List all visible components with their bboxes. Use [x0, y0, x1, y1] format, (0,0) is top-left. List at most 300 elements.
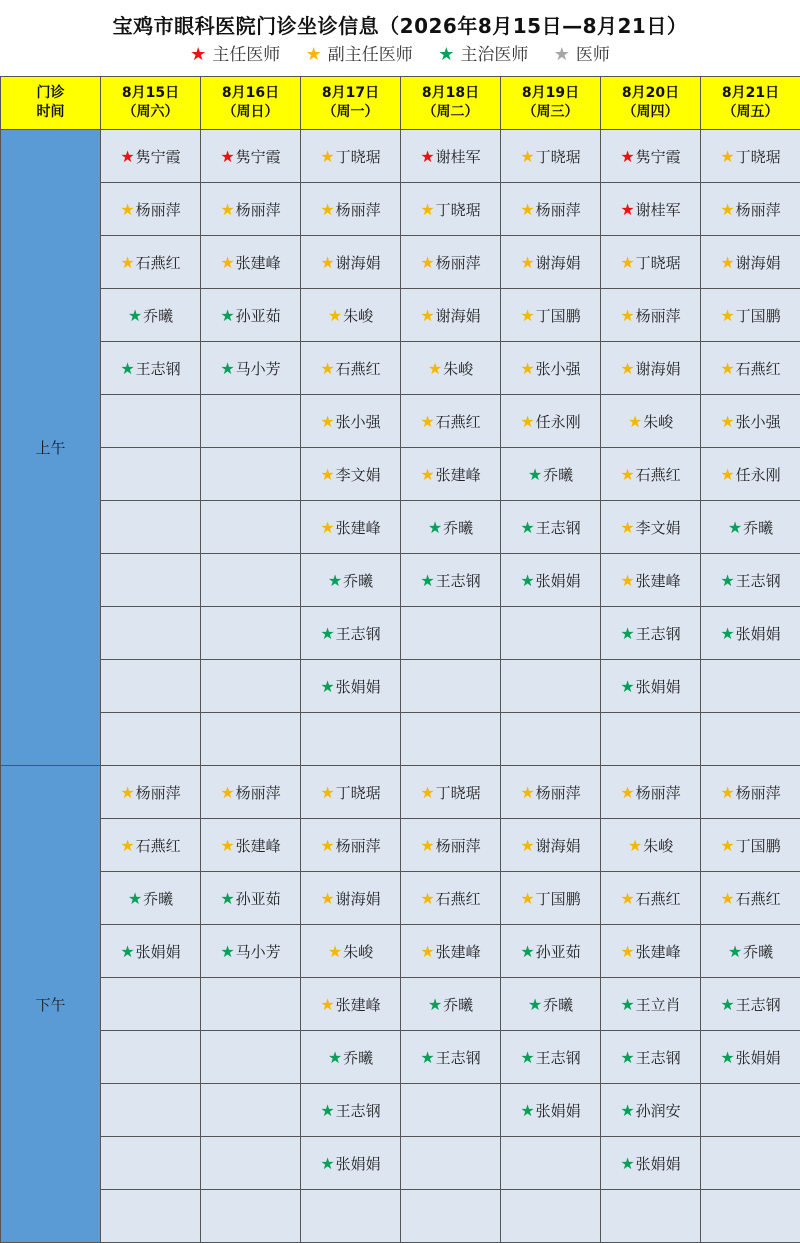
doctor-name: 张娟娟	[536, 1102, 581, 1120]
doctor-name: 张娟娟	[736, 1049, 781, 1067]
green-star-icon: ★	[120, 942, 134, 961]
schedule-cell	[101, 872, 201, 925]
doctor-name: 乔曦	[743, 943, 773, 961]
doctor-name: 石燕红	[136, 837, 181, 855]
doctor-name: 乔曦	[543, 466, 573, 484]
schedule-cell	[601, 289, 701, 342]
schedule-cell	[101, 130, 201, 183]
doctor-name: 王立肖	[636, 996, 681, 1014]
gold-star-icon: ★	[520, 412, 534, 431]
gold-star-icon: ★	[720, 889, 734, 908]
doctor-name: 孙亚茹	[536, 943, 581, 961]
schedule-cell	[401, 395, 501, 448]
schedule-cell	[201, 554, 301, 607]
schedule-cell	[101, 183, 201, 236]
gold-star-icon: ★	[720, 200, 734, 219]
schedule-cell	[201, 713, 301, 766]
session-label: 上午	[1, 130, 101, 766]
table-row	[1, 1190, 800, 1243]
green-star-icon: ★	[720, 1048, 734, 1067]
doctor-name: 杨丽萍	[236, 201, 281, 219]
doctor-name: 王志钢	[436, 572, 481, 590]
green-star-icon: ★	[620, 1048, 634, 1067]
schedule-cell	[701, 978, 800, 1031]
gold-star-icon: ★	[720, 465, 734, 484]
doctor-name: 王志钢	[136, 360, 181, 378]
gold-star-icon: ★	[520, 889, 534, 908]
gold-star-icon: ★	[520, 306, 534, 325]
gold-star-icon: ★	[320, 889, 334, 908]
schedule-cell	[401, 1084, 501, 1137]
schedule-cell	[401, 448, 501, 501]
schedule-cell	[301, 448, 401, 501]
schedule-cell	[401, 236, 501, 289]
schedule-cell	[301, 130, 401, 183]
red-star-icon: ★	[190, 44, 206, 65]
doctor-name: 王志钢	[536, 1049, 581, 1067]
doctor-name: 张娟娟	[336, 1155, 381, 1173]
schedule-cell	[501, 554, 601, 607]
doctor-name: 任永刚	[536, 413, 581, 431]
green-star-icon: ★	[328, 1048, 342, 1067]
gold-star-icon: ★	[720, 412, 734, 431]
schedule-cell	[501, 448, 601, 501]
schedule-cell	[601, 1031, 701, 1084]
green-star-icon: ★	[620, 624, 634, 643]
gold-star-icon: ★	[220, 783, 234, 802]
gold-star-icon: ★	[320, 359, 334, 378]
doctor-name: 丁晓琚	[636, 254, 681, 272]
green-star-icon: ★	[128, 306, 142, 325]
doctor-name: 谢海娟	[336, 890, 381, 908]
schedule-cell	[401, 1031, 501, 1084]
corner-line-2: 时间	[1, 103, 100, 122]
schedule-cell	[201, 660, 301, 713]
doctor-name: 马小芳	[236, 360, 281, 378]
gold-star-icon: ★	[420, 942, 434, 961]
schedule-cell	[301, 183, 401, 236]
schedule-cell	[401, 130, 501, 183]
gold-star-icon: ★	[420, 465, 434, 484]
gold-star-icon: ★	[428, 359, 442, 378]
schedule-cell	[601, 236, 701, 289]
legend-label: 副主任医师	[328, 45, 413, 65]
doctor-name: 丁晓琚	[736, 148, 781, 166]
doctor-name: 杨丽萍	[436, 837, 481, 855]
table-row	[1, 872, 800, 925]
schedule-cell	[301, 872, 401, 925]
table-row	[1, 289, 800, 342]
schedule-cell	[201, 925, 301, 978]
table-row	[1, 819, 800, 872]
green-star-icon: ★	[528, 995, 542, 1014]
green-star-icon: ★	[420, 1048, 434, 1067]
table-row	[1, 130, 800, 183]
green-star-icon: ★	[320, 677, 334, 696]
doctor-name: 石燕红	[636, 466, 681, 484]
table-row	[1, 395, 800, 448]
doctor-name: 乔曦	[443, 519, 473, 537]
schedule-cell	[101, 289, 201, 342]
table-row	[1, 766, 800, 819]
gold-star-icon: ★	[620, 942, 634, 961]
schedule-cell	[201, 1084, 301, 1137]
schedule-cell	[301, 1137, 401, 1190]
schedule-cell	[401, 342, 501, 395]
schedule-cell	[201, 1031, 301, 1084]
schedule-cell	[601, 925, 701, 978]
schedule-cell	[501, 660, 601, 713]
schedule-cell	[701, 1084, 800, 1137]
gold-star-icon: ★	[320, 465, 334, 484]
doctor-name: 张建峰	[636, 572, 681, 590]
day-date: 8月21日	[701, 84, 800, 103]
corner-header	[1, 77, 101, 130]
gold-star-icon: ★	[420, 253, 434, 272]
gold-star-icon: ★	[620, 253, 634, 272]
legend-item-physician	[554, 40, 610, 65]
green-star-icon: ★	[420, 571, 434, 590]
schedule-cell	[301, 289, 401, 342]
doctor-name: 谢海娟	[536, 254, 581, 272]
green-star-icon: ★	[120, 359, 134, 378]
gold-star-icon: ★	[620, 783, 634, 802]
green-star-icon: ★	[320, 624, 334, 643]
doctor-name: 王志钢	[736, 572, 781, 590]
schedule-cell	[701, 713, 800, 766]
doctor-name: 石燕红	[736, 360, 781, 378]
legend-label: 主任医师	[212, 45, 280, 65]
gold-star-icon: ★	[320, 995, 334, 1014]
day-weekday: （周三）	[501, 103, 600, 122]
schedule-cell	[101, 819, 201, 872]
schedule-cell	[601, 1190, 701, 1243]
schedule-cell	[701, 925, 800, 978]
schedule-cell	[701, 183, 800, 236]
schedule-cell	[101, 448, 201, 501]
schedule-cell	[501, 819, 601, 872]
gold-star-icon: ★	[520, 783, 534, 802]
schedule-cell	[201, 183, 301, 236]
doctor-name: 杨丽萍	[736, 784, 781, 802]
schedule-cell	[701, 448, 800, 501]
schedule-cell	[501, 501, 601, 554]
schedule-cell	[701, 130, 800, 183]
doctor-name: 石燕红	[436, 413, 481, 431]
doctor-name: 丁晓琚	[336, 148, 381, 166]
gold-star-icon: ★	[320, 147, 334, 166]
doctor-name: 张建峰	[436, 466, 481, 484]
table-header-row	[1, 77, 800, 130]
schedule-cell	[701, 395, 800, 448]
doctor-name: 杨丽萍	[136, 784, 181, 802]
schedule-cell	[501, 236, 601, 289]
schedule-cell	[601, 342, 701, 395]
schedule-cell	[101, 713, 201, 766]
gold-star-icon: ★	[328, 306, 342, 325]
schedule-cell	[101, 607, 201, 660]
schedule-cell	[201, 1137, 301, 1190]
schedule-cell	[101, 236, 201, 289]
doctor-name: 任永刚	[736, 466, 781, 484]
schedule-cell	[201, 607, 301, 660]
table-row	[1, 1084, 800, 1137]
gold-star-icon: ★	[120, 836, 134, 855]
schedule-table	[0, 76, 800, 1243]
green-star-icon: ★	[438, 44, 454, 65]
schedule-cell	[501, 395, 601, 448]
schedule-cell	[701, 1031, 800, 1084]
doctor-name: 石燕红	[136, 254, 181, 272]
schedule-cell	[401, 925, 501, 978]
gold-star-icon: ★	[420, 306, 434, 325]
schedule-cell	[501, 1190, 601, 1243]
schedule-cell	[201, 766, 301, 819]
day-header	[201, 77, 301, 130]
doctor-name: 张小强	[536, 360, 581, 378]
schedule-cell	[701, 607, 800, 660]
schedule-cell	[301, 1084, 401, 1137]
schedule-cell	[601, 1084, 701, 1137]
doctor-name: 谢海娟	[636, 360, 681, 378]
schedule-cell	[601, 607, 701, 660]
gold-star-icon: ★	[220, 200, 234, 219]
doctor-name: 朱峻	[643, 837, 673, 855]
gold-star-icon: ★	[320, 783, 334, 802]
doctor-name: 丁国鹏	[536, 307, 581, 325]
red-star-icon: ★	[620, 200, 634, 219]
schedule-cell	[501, 1031, 601, 1084]
green-star-icon: ★	[220, 942, 234, 961]
doctor-name: 丁国鹏	[736, 837, 781, 855]
doctor-name: 张娟娟	[636, 1155, 681, 1173]
doctor-name: 朱峻	[343, 307, 373, 325]
schedule-cell	[601, 713, 701, 766]
day-date: 8月19日	[501, 84, 600, 103]
green-star-icon: ★	[520, 518, 534, 537]
schedule-cell	[601, 395, 701, 448]
red-star-icon: ★	[620, 147, 634, 166]
schedule-cell	[701, 501, 800, 554]
gold-star-icon: ★	[420, 200, 434, 219]
gold-star-icon: ★	[328, 942, 342, 961]
green-star-icon: ★	[620, 677, 634, 696]
schedule-cell	[201, 448, 301, 501]
gold-star-icon: ★	[520, 359, 534, 378]
legend-item-attending	[438, 40, 528, 65]
gold-star-icon: ★	[620, 889, 634, 908]
gold-star-icon: ★	[720, 253, 734, 272]
schedule-cell	[601, 978, 701, 1031]
table-row	[1, 713, 800, 766]
doctor-name: 杨丽萍	[436, 254, 481, 272]
schedule-cell	[101, 925, 201, 978]
gold-star-icon: ★	[720, 783, 734, 802]
doctor-name: 张娟娟	[536, 572, 581, 590]
schedule-cell	[101, 660, 201, 713]
table-row	[1, 236, 800, 289]
doctor-name: 张建峰	[336, 996, 381, 1014]
doctor-name: 谢桂军	[636, 201, 681, 219]
green-star-icon: ★	[728, 518, 742, 537]
schedule-cell	[401, 819, 501, 872]
doctor-name: 杨丽萍	[636, 307, 681, 325]
doctor-name: 乔曦	[443, 996, 473, 1014]
gold-star-icon: ★	[620, 571, 634, 590]
doctor-name: 王志钢	[436, 1049, 481, 1067]
doctor-name: 李文娟	[336, 466, 381, 484]
doctor-name: 张建峰	[636, 943, 681, 961]
green-star-icon: ★	[428, 518, 442, 537]
green-star-icon: ★	[220, 306, 234, 325]
schedule-cell	[201, 342, 301, 395]
doctor-name: 孙亚茹	[236, 890, 281, 908]
schedule-cell	[201, 819, 301, 872]
gold-star-icon: ★	[320, 518, 334, 537]
schedule-cell	[701, 554, 800, 607]
schedule-cell	[301, 713, 401, 766]
table-row	[1, 342, 800, 395]
schedule-cell	[101, 1084, 201, 1137]
gold-star-icon: ★	[520, 836, 534, 855]
green-star-icon: ★	[728, 942, 742, 961]
doctor-name: 张娟娟	[136, 943, 181, 961]
doctor-name: 谢桂军	[436, 148, 481, 166]
schedule-cell	[701, 660, 800, 713]
gold-star-icon: ★	[220, 253, 234, 272]
gray-star-icon: ★	[554, 44, 570, 65]
day-date: 8月15日	[101, 84, 200, 103]
green-star-icon: ★	[520, 1048, 534, 1067]
green-star-icon: ★	[720, 995, 734, 1014]
schedule-cell	[301, 1031, 401, 1084]
schedule-cell	[401, 607, 501, 660]
table-row	[1, 1137, 800, 1190]
doctor-name: 王志钢	[336, 1102, 381, 1120]
day-header	[301, 77, 401, 130]
schedule-cell	[401, 872, 501, 925]
doctor-name: 石燕红	[736, 890, 781, 908]
schedule-cell	[201, 289, 301, 342]
doctor-name: 朱峻	[343, 943, 373, 961]
day-weekday: （周日）	[201, 103, 300, 122]
corner-line-1: 门诊	[1, 84, 100, 103]
schedule-cell	[301, 978, 401, 1031]
gold-star-icon: ★	[420, 889, 434, 908]
doctor-name: 石燕红	[336, 360, 381, 378]
schedule-cell	[501, 289, 601, 342]
schedule-cell	[501, 342, 601, 395]
schedule-cell	[701, 1137, 800, 1190]
green-star-icon: ★	[428, 995, 442, 1014]
doctor-name: 丁晓琚	[436, 201, 481, 219]
schedule-cell	[101, 1031, 201, 1084]
table-row	[1, 660, 800, 713]
schedule-body	[1, 130, 800, 1243]
schedule-cell	[501, 713, 601, 766]
gold-star-icon: ★	[520, 147, 534, 166]
doctor-name: 张小强	[336, 413, 381, 431]
doctor-name: 孙亚茹	[236, 307, 281, 325]
schedule-cell	[601, 872, 701, 925]
schedule-cell	[101, 1137, 201, 1190]
doctor-name: 杨丽萍	[636, 784, 681, 802]
gold-star-icon: ★	[320, 200, 334, 219]
schedule-cell	[301, 1190, 401, 1243]
gold-star-icon: ★	[420, 836, 434, 855]
day-weekday: （周五）	[701, 103, 800, 122]
doctor-name: 王志钢	[736, 996, 781, 1014]
day-date: 8月16日	[201, 84, 300, 103]
table-row	[1, 501, 800, 554]
doctor-name: 乔曦	[343, 1049, 373, 1067]
schedule-cell	[501, 130, 601, 183]
doctor-name: 王志钢	[336, 625, 381, 643]
green-star-icon: ★	[720, 571, 734, 590]
schedule-cell	[501, 183, 601, 236]
schedule-cell	[101, 978, 201, 1031]
table-row	[1, 978, 800, 1031]
schedule-cell	[601, 130, 701, 183]
red-star-icon: ★	[220, 147, 234, 166]
schedule-cell	[601, 448, 701, 501]
schedule-cell	[501, 1084, 601, 1137]
doctor-name: 乔曦	[143, 307, 173, 325]
gold-star-icon: ★	[628, 836, 642, 855]
gold-star-icon: ★	[520, 200, 534, 219]
doctor-name: 石燕红	[436, 890, 481, 908]
schedule-cell	[301, 342, 401, 395]
schedule-cell	[701, 1190, 800, 1243]
schedule-cell	[101, 501, 201, 554]
schedule-cell	[701, 872, 800, 925]
schedule-cell	[201, 872, 301, 925]
table-row	[1, 925, 800, 978]
schedule-cell	[701, 819, 800, 872]
page-header	[0, 0, 800, 76]
schedule-cell	[501, 766, 601, 819]
gold-star-icon: ★	[520, 253, 534, 272]
doctor-name: 石燕红	[636, 890, 681, 908]
schedule-cell	[301, 395, 401, 448]
doctor-name: 乔曦	[543, 996, 573, 1014]
schedule-cell	[401, 713, 501, 766]
doctor-name: 朱峻	[643, 413, 673, 431]
doctor-name: 张娟娟	[736, 625, 781, 643]
schedule-cell	[401, 1137, 501, 1190]
legend-item-associate-chief	[306, 40, 413, 65]
doctor-name: 丁晓琚	[336, 784, 381, 802]
schedule-cell	[301, 766, 401, 819]
day-header	[501, 77, 601, 130]
schedule-cell	[601, 554, 701, 607]
doctor-name: 丁晓琚	[436, 784, 481, 802]
session-label: 下午	[1, 766, 101, 1243]
gold-star-icon: ★	[620, 518, 634, 537]
doctor-name: 乔曦	[743, 519, 773, 537]
doctor-name: 张娟娟	[636, 678, 681, 696]
red-star-icon: ★	[120, 147, 134, 166]
gold-star-icon: ★	[720, 359, 734, 378]
doctor-name: 杨丽萍	[336, 201, 381, 219]
schedule-cell	[201, 978, 301, 1031]
doctor-name: 王志钢	[636, 1049, 681, 1067]
green-star-icon: ★	[528, 465, 542, 484]
legend-label: 主治医师	[460, 45, 528, 65]
schedule-cell	[201, 236, 301, 289]
schedule-cell	[201, 130, 301, 183]
schedule-cell	[301, 501, 401, 554]
